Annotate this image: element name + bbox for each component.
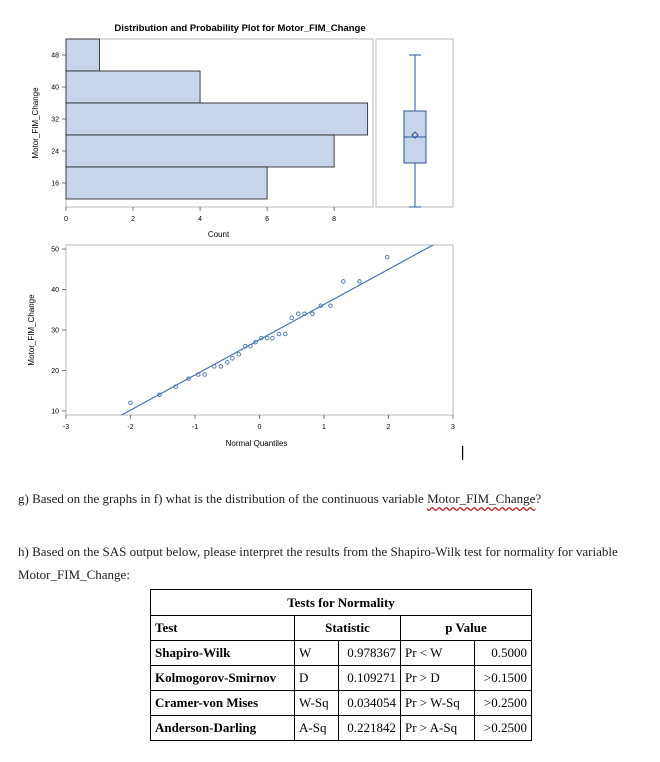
y-tick-label: 24: [51, 148, 59, 156]
x-tick-label: 2: [386, 424, 391, 431]
histogram-bar: [66, 167, 267, 199]
qq-point: [265, 336, 269, 340]
table-row: [151, 691, 532, 716]
y-tick-label: 16: [51, 180, 59, 188]
qq-point: [329, 304, 333, 308]
x-tick-label: 4: [198, 216, 203, 223]
table-row: [151, 666, 532, 691]
pvalue-value: >0.2500: [475, 691, 532, 716]
x-tick-label: 2: [131, 216, 135, 223]
qq-point: [231, 357, 235, 361]
qq-point: [385, 255, 389, 259]
distribution-figure: [0, 0, 470, 460]
y-axis-label: Motor_FIM_Change: [27, 294, 36, 366]
y-tick-label: 48: [51, 52, 59, 60]
x-tick-label: -3: [62, 424, 70, 431]
x-axis-label: Normal Quantiles: [225, 439, 288, 448]
test-name: Shapiro-Wilk: [151, 641, 295, 666]
statistic-value: 0.034054: [339, 691, 401, 716]
x-tick-label: 1: [322, 424, 326, 431]
qq-point: [219, 365, 223, 369]
table-row: [151, 716, 532, 741]
y-tick-label: 20: [51, 367, 59, 375]
figure-title: Distribution and Probability Plot for Motor_FIM_Change: [114, 23, 366, 34]
y-tick-label: 30: [51, 327, 59, 335]
test-name: Anderson-Darling: [151, 716, 295, 741]
histogram-bar: [66, 39, 100, 71]
x-tick-label: 6: [265, 216, 270, 223]
header-statistic: Statistic: [295, 616, 401, 641]
qq-point: [237, 352, 241, 356]
x-tick-label: 0: [257, 424, 262, 431]
y-axis-label: Motor_FIM_Change: [31, 87, 40, 159]
qq-point: [284, 332, 288, 336]
qq-point: [129, 401, 133, 405]
header-pvalue: p Value: [401, 616, 532, 641]
x-tick-label: 0: [64, 216, 68, 223]
y-tick-label: 10: [51, 408, 59, 416]
table-row: [151, 641, 532, 666]
pvalue-symbol: Pr > A-Sq: [401, 716, 475, 741]
question-g: [18, 487, 648, 510]
qq-point: [203, 373, 207, 377]
statistic-value: 0.978367: [339, 641, 401, 666]
table-title: Tests for Normality: [151, 590, 532, 616]
header-test: Test: [151, 616, 295, 641]
question-g-variable: Motor_FIM_Change: [427, 491, 536, 506]
histogram-panel: [31, 39, 373, 239]
text-cursor: [462, 446, 463, 460]
pvalue-symbol: Pr < W: [401, 641, 475, 666]
qq-frame: [66, 245, 453, 415]
test-name: Kolmogorov-Smirnov: [151, 666, 295, 691]
qq-point: [277, 332, 281, 336]
qq-point: [296, 312, 300, 316]
question-g-text: g) Based on the graphs in f) what is the distribution of the continuous variable: [18, 491, 428, 506]
test-name: Cramer-von Mises: [151, 691, 295, 716]
pvalue-value: >0.1500: [475, 666, 532, 691]
fit-line: [66, 234, 453, 445]
x-tick-label: -1: [191, 424, 199, 431]
qq-point: [213, 365, 217, 369]
normality-table: [150, 589, 532, 741]
pvalue-symbol: Pr > W-Sq: [401, 691, 475, 716]
statistic-value: 0.221842: [339, 716, 401, 741]
x-tick-label: -2: [127, 424, 134, 431]
question-h: h) Based on the SAS output below, please interpret the results from the Shapiro-Wilk test for normality for variable Motor_FIM_Change:: [18, 544, 618, 582]
qq-point: [225, 361, 229, 365]
question-g-end: ?: [535, 491, 542, 506]
y-tick-label: 32: [51, 116, 59, 124]
pvalue-value: 0.5000: [475, 641, 532, 666]
y-tick-label: 50: [51, 246, 59, 254]
qq-point: [311, 312, 315, 316]
histogram-bar: [66, 71, 200, 103]
qq-point: [290, 316, 294, 320]
histogram-bar: [66, 103, 368, 135]
statistic-symbol: A-Sq: [295, 716, 339, 741]
x-axis-label: Count: [207, 230, 230, 239]
pvalue-symbol: Pr > D: [401, 666, 475, 691]
qq-point: [342, 280, 346, 284]
qq-plot-panel: [27, 234, 455, 448]
pvalue-value: >0.2500: [475, 716, 532, 741]
statistic-symbol: W-Sq: [295, 691, 339, 716]
boxplot-panel: [376, 39, 453, 207]
statistic-value: 0.109271: [339, 666, 401, 691]
qq-point: [358, 280, 362, 284]
y-tick-label: 40: [51, 287, 59, 295]
histogram-bar: [66, 135, 334, 167]
statistic-symbol: W: [295, 641, 339, 666]
x-tick-label: 8: [332, 216, 337, 223]
qq-point: [271, 336, 275, 340]
y-tick-label: 40: [51, 84, 59, 92]
x-tick-label: 3: [451, 424, 455, 431]
statistic-symbol: D: [295, 666, 339, 691]
